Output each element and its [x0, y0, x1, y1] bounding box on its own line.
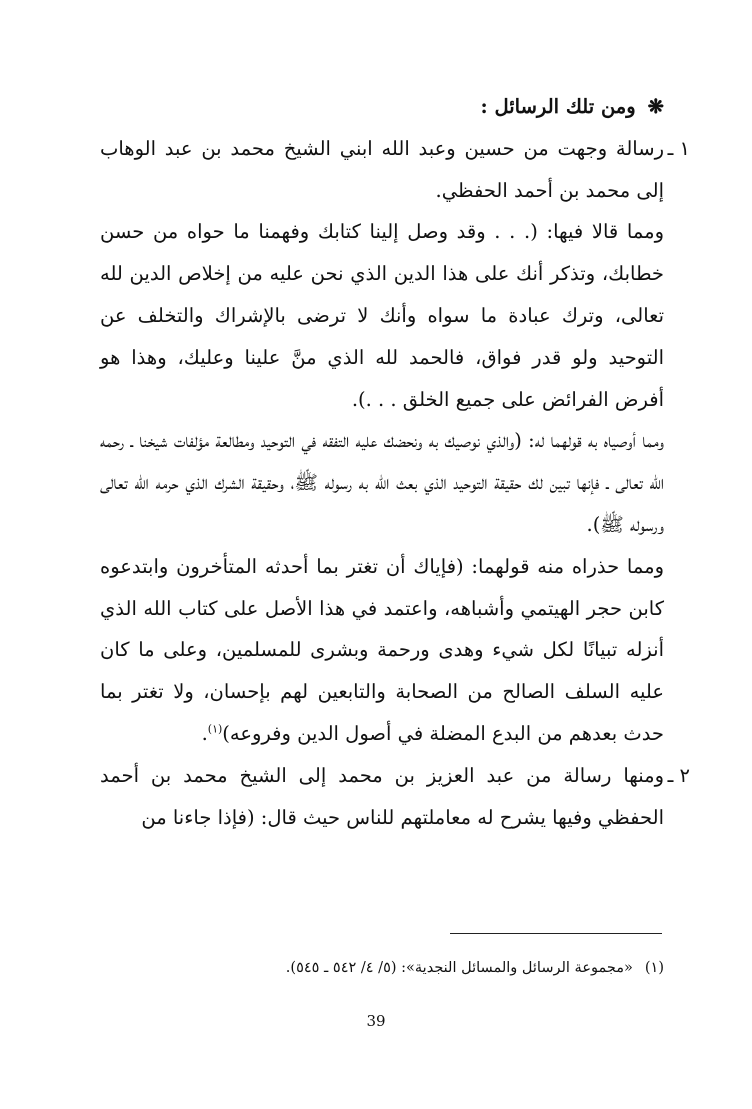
list-item-1	[100, 128, 690, 212]
paragraph-quote-3-end: .	[201, 721, 208, 745]
page-number: 39	[366, 1012, 386, 1030]
paragraph-quote-1: ومما قالا فيها: (. . . وقد وصل إلينا كتابك وفهمنا ما حواه من حسن خطابك، وتذكر أنك على هذا الدين الذي نحن عليه من إخلاص الدين لله تعالى، وترك عبادة ما سواه وأنك لا ترضى بالإشراك والتخلف عن التوحيد ولو قدر فواق، فالحمد لله الذي منَّ علينا وعليك، وهذا هو أفرض الفرائض على جميع الخلق . . .).	[100, 220, 664, 411]
footnote	[100, 956, 664, 980]
main-text	[100, 86, 690, 838]
list-item-2-text: ومنها رسالة من عبد العزيز بن محمد إلى الشيخ محمد بن أحمد الحفظي وفيها يشرح له معاملتهم للناس حيث قال: (فإذا جاءنا من	[100, 763, 664, 829]
section-heading-text: ومن تلك الرسائل :	[480, 95, 636, 118]
list-item-1-number: ١ ـ	[667, 136, 690, 160]
footnote-number: (١)	[644, 960, 664, 976]
footnote-divider	[450, 933, 662, 934]
list-item-2-number: ٢ ـ	[667, 763, 690, 787]
asterism-icon: ❋	[647, 95, 664, 118]
section-heading	[100, 86, 664, 128]
list-item-1-text: رسالة وجهت من حسين وعبد الله ابني الشيخ محمد بن عبد الوهاب إلى محمد بن أحمد الحفظي.	[100, 136, 664, 202]
list-item-2	[100, 755, 690, 839]
footnote-reference: (١)	[207, 722, 223, 736]
footnote-text: «مجموعة الرسائل والمسائل النجدية»: (٥/ ٤/ ٥٤٢ ـ ٥٤٥).	[285, 960, 633, 976]
paragraph-quote-3	[100, 546, 664, 755]
paragraph-quote-2: ومما أوصياه به قولهما له: (والذي نوصيك به ونحضك عليه التفقه في التوحيد ومطالعة مؤلفات شيخنا ـ رحمه الله تعالى ـ فإنها تبين لك حقيقة التوحيد الذي بعث الله به رسوله ﷺ، وحقيقة الشرك الذي حرمه الله تعالى ورسوله ﷺ).	[100, 429, 664, 536]
paragraph-quote-3-text: ومما حذراه منه قولهما: (فإياك أن تغتر بما أحدثه المتأخرون وابتدعوه كابن حجر الهيتمي وأشباهه، واعتمد في هذا الأصل على كتاب الله الذي أنزله تبيانًا لكل شيء وهدى ورحمة وبشرى للمسلمين، وعلى ما كان عليه السلف الصالح من الصحابة والتابعين لهم بإحسان، ولا تغتر بما حدث بعدهم من البدع المضلة في أصول الدين وفروعه)	[100, 554, 664, 745]
